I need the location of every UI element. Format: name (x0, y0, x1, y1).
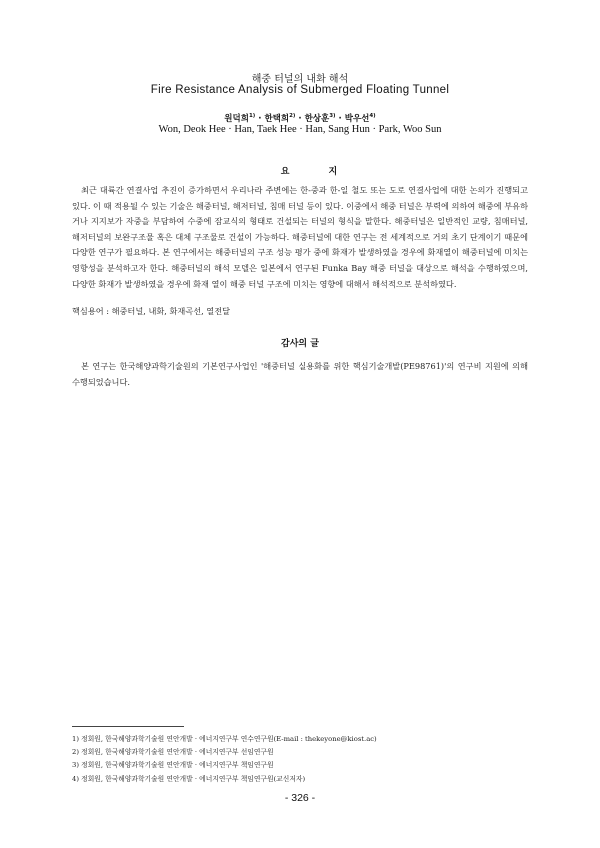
author-affiliation-mark: 2) (289, 113, 296, 120)
keywords-line: 핵심용어 : 해중터널, 내화, 화재곡선, 열전달 (72, 306, 231, 316)
footnote-list (72, 733, 532, 786)
author-list-english: Won, Deok Hee · Han, Taek Hee · Han, Sang Hun · Park, Woo Sun (158, 124, 442, 135)
paper-title-korean: 해중 터널의 내화 해석 (251, 74, 349, 85)
author-name: 한택희 (264, 114, 290, 124)
footnote-item: 2) 정회원, 한국해양과학기술원 연안개발 · 에너지연구부 선임연구원 (72, 748, 274, 757)
page-number: - 326 - (284, 792, 316, 804)
acknowledgement-body: 본 연구는 한국해양과학기술원의 기본연구사업인 '해중터널 실용화를 위한 핵심기술개발(PE98761)'의 연구비 지원에 의해 수행되었습니다. (72, 361, 528, 387)
abstract-heading: 요 지 (280, 167, 356, 177)
paper-title-english: Fire Resistance Analysis of Submerged Floating Tunnel (150, 84, 450, 96)
author-list-korean (0, 112, 600, 124)
author-affiliation-mark: 4) (369, 113, 376, 120)
author-separator: · (335, 114, 345, 124)
footnote-item: 3) 정회원, 한국해양과학기술원 연안개발 · 에너지연구부 책임연구원 (72, 761, 274, 770)
author-affiliation-mark: 3) (329, 113, 336, 120)
author-name: 원덕희 (224, 114, 249, 124)
author-separator: · (255, 114, 265, 124)
footnote-item: 4) 정회원, 한국해양과학기술원 연안개발 · 에너지연구부 책임연구원(교신저자) (72, 774, 306, 783)
author-affiliation-mark: 1) (248, 113, 256, 120)
footnote-item: 1) 정회원, 한국해양과학기술원 연안개발 · 에너지연구부 연수연구원(E-mail : thekeyone@kiost.ac) (72, 735, 377, 743)
author-separator: · (295, 114, 305, 124)
acknowledgement-heading: 감사의 글 (281, 339, 319, 349)
footnote-divider (72, 726, 184, 727)
author-name: 한상훈 (304, 114, 330, 124)
abstract-body: 최근 대륙간 연결사업 추진이 증가하면서 우리나라 주변에는 한-중과 한-일 철도 또는 도로 연결사업에 대한 논의가 진행되고 있다. 이 때 적용될 수 있는 기술은 해중터널, 해저터널, 침매 터널 등이 있다. 이중에서 해중 터널은 부력에 의하여 해중에 부유하거나 지지보가 자중을 부담하여 수중에 잠교식의 형태로 건설되는 터널의 형식을 말한다. 해중터널은 일반적인 교량, 침매터널, 해저터널의 보완구조물 혹은 대체 구조물로 건설이 가능하다. 해중터널에 대한 연구는 전 세계적으로 거의 초기 단계이기 때문에 다양한 연구가 필요하다. 본 연구에서는 해중터널의 구조 성능 평가 중에 화재가 발생하였을 경우에 화재열이 해중터널에 미치는 영향성을 분석하고자 한다. 해중터널의 해석 모델은 일본에서 연구된 Funka Bay 해중 터널을 대상으로 해석을 수행하였으며, 다양한 화재가 발생하였을 경우에 화재 열이 해중 터널 구조에 미치는 영향에 대해서 해석적으로 분석하였다. (72, 185, 528, 289)
author-name: 박우선 (344, 114, 370, 124)
